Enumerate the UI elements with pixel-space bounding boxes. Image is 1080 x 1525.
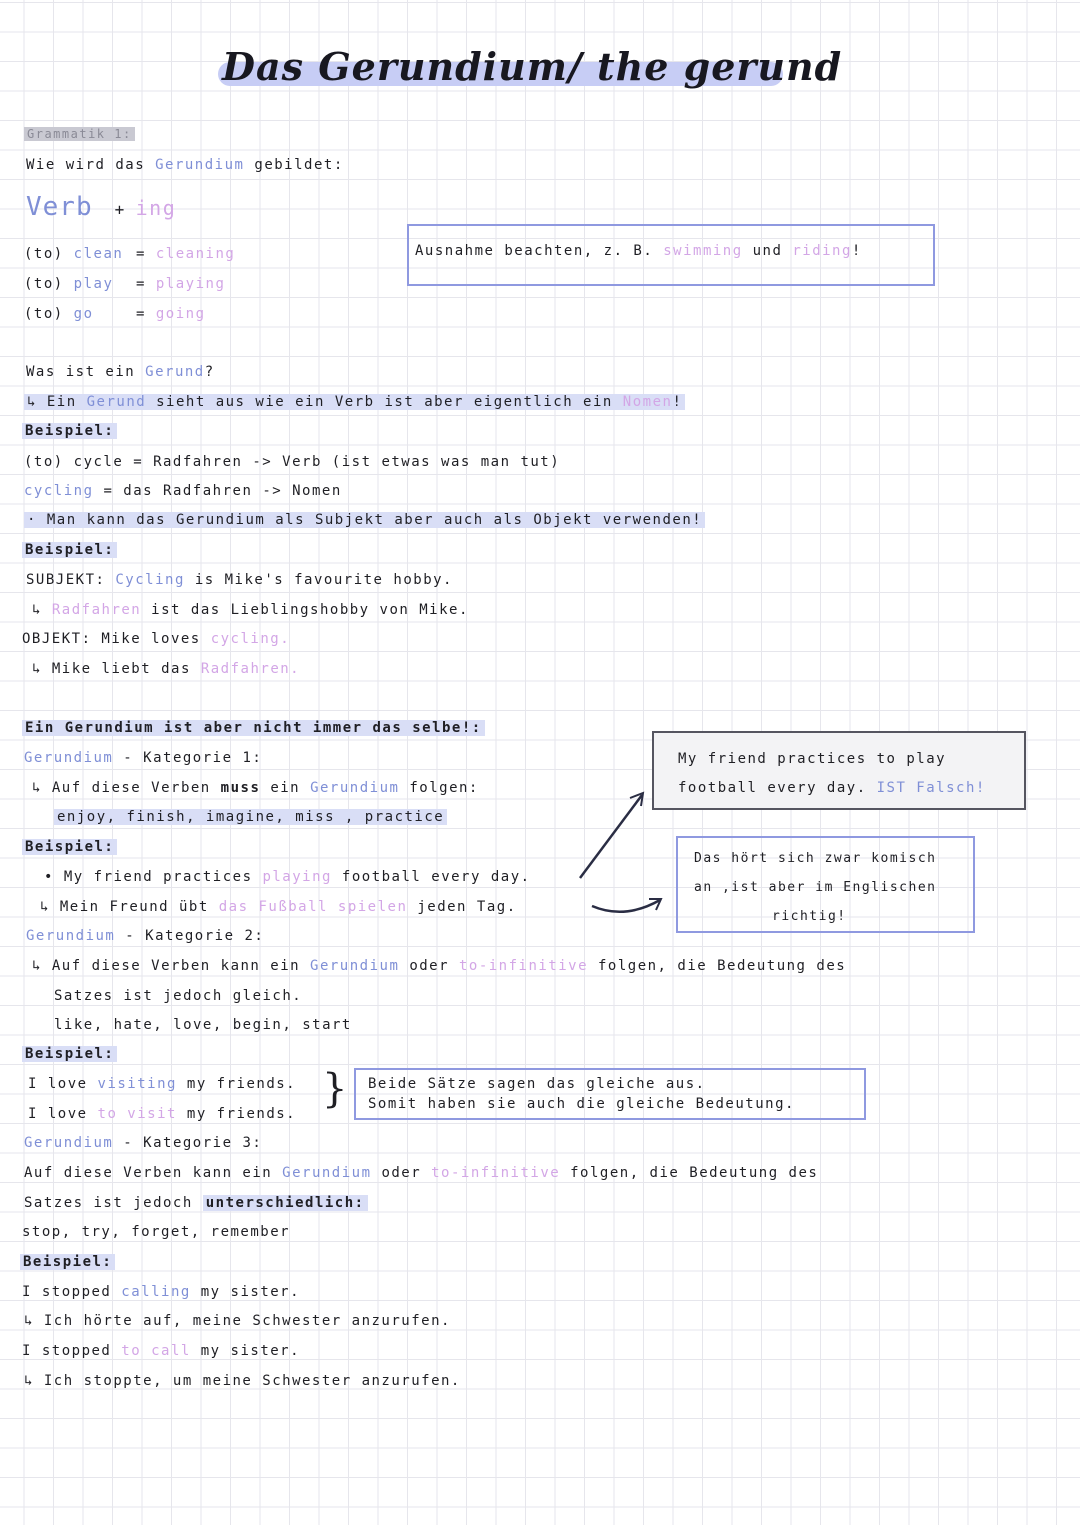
beispiel-label-3: Beispiel: <box>22 837 117 857</box>
category-2-title: Gerundium - Kategorie 2: <box>26 928 265 944</box>
category-3-verbs: stop, try, forget, remember <box>22 1224 291 1240</box>
exception-box <box>407 224 935 286</box>
wrong-line-2: football every day. IST Falsch! <box>678 780 986 796</box>
object-example: OBJEKT: Mike loves cycling. <box>22 631 291 647</box>
right-line-3: richtig! <box>772 909 847 924</box>
category-3-rule-cont: Satzes ist jedoch unterschiedlich: <box>24 1193 368 1213</box>
arrow-annotations <box>0 0 1 1</box>
category-1-translation: ↳ Mein Freund übt das Fußball spielen jeden Tag. <box>40 899 517 915</box>
category-2-example-2: I love to visit my friends. <box>28 1106 297 1122</box>
arrow-up-to-wrong-box <box>580 795 642 878</box>
category-3-example-1: I stopped calling my sister. <box>22 1284 301 1300</box>
category-1-title: Gerundium - Kategorie 1: <box>24 750 263 766</box>
category-1-verbs: enjoy, finish, imagine, miss , practice <box>54 807 447 827</box>
exception-text: Ausnahme beachten, z. B. swimming und riding! <box>415 243 862 259</box>
right-line-1: Das hört sich zwar komisch <box>694 851 937 866</box>
formula: Verb + ing <box>26 192 177 222</box>
right-line-2: an ,ist aber im Englischen <box>694 880 937 895</box>
wrong-usage-box <box>652 731 1026 810</box>
beispiel-label-4: Beispiel: <box>22 1044 117 1064</box>
what-is-answer: ↳ Ein Gerund sieht aus wie ein Verb ist aber eigentlich ein Nomen! <box>24 392 685 412</box>
category-2-rule: ↳ Auf diese Verben kann ein Gerundium oder to-infinitive folgen, die Bedeutung des <box>32 958 847 974</box>
grammar-question: Wie wird das Gerundium gebildet: <box>26 157 344 173</box>
category-3-translation-2: ↳ Ich stoppte, um meine Schwester anzurufen. <box>24 1373 461 1389</box>
example-clean: (to) clean <box>24 246 124 262</box>
grammar-heading: Grammatik 1: <box>24 124 135 144</box>
category-3-example-2: I stopped to call my sister. <box>22 1343 301 1359</box>
category-3-title: Gerundium - Kategorie 3: <box>24 1135 263 1151</box>
categories-heading: Ein Gerundium ist aber nicht immer das selbe!: <box>22 718 485 738</box>
what-is-question: Was ist ein Gerund? <box>26 364 215 380</box>
example-cycling: cycling = das Radfahren -> Nomen <box>24 483 342 499</box>
page-title: Das Gerundium/ the gerund <box>222 44 843 89</box>
category-2-rule-cont: Satzes ist jedoch gleich. <box>54 988 303 1004</box>
correct-usage-box <box>676 836 975 933</box>
same-meaning-box <box>354 1068 866 1120</box>
category-3-translation-1: ↳ Ich hörte auf, meine Schwester anzurufen. <box>24 1313 451 1329</box>
subject-translation: ↳ Radfahren ist das Lieblingshobby von Mike. <box>32 602 469 618</box>
beispiel-label-5: Beispiel: <box>20 1252 115 1272</box>
category-3-rule: Auf diese Verben kann ein Gerundium oder to-infinitive folgen, die Bedeutung des <box>24 1165 819 1181</box>
same-meaning-line-2: Somit haben sie auch die gleiche Bedeutung. <box>368 1096 795 1112</box>
beispiel-label-2: Beispiel: <box>22 540 117 560</box>
example-go: (to) go <box>24 306 94 322</box>
subject-example: SUBJEKT: Cycling is Mike's favourite hobby. <box>26 572 453 588</box>
arrow-curve-to-right-box <box>592 900 660 912</box>
category-1-rule: ↳ Auf diese Verben muss ein Gerundium folgen: <box>32 780 479 796</box>
example-cycle: (to) cycle = Radfahren -> Verb (ist etwas was man tut) <box>24 454 561 470</box>
category-1-example: • My friend practices playing football every day. <box>44 869 531 885</box>
object-translation: ↳ Mike liebt das Radfahren. <box>32 661 301 677</box>
example-clean-result: = cleaning <box>136 246 236 262</box>
example-play-result: = playing <box>136 276 226 292</box>
category-2-example-1: I love visiting my friends. <box>28 1076 297 1092</box>
beispiel-label: Beispiel: <box>22 421 117 441</box>
same-meaning-line-1: Beide Sätze sagen das gleiche aus. <box>368 1076 706 1092</box>
example-go-result: = going <box>136 306 206 322</box>
brace: } <box>322 1066 349 1112</box>
wrong-line-1: My friend practices to play <box>678 751 947 767</box>
usage-note: · Man kann das Gerundium als Subjekt aber auch als Objekt verwenden! <box>24 510 705 530</box>
category-2-verbs: like, hate, love, begin, start <box>54 1017 352 1033</box>
example-play: (to) play <box>24 276 114 292</box>
